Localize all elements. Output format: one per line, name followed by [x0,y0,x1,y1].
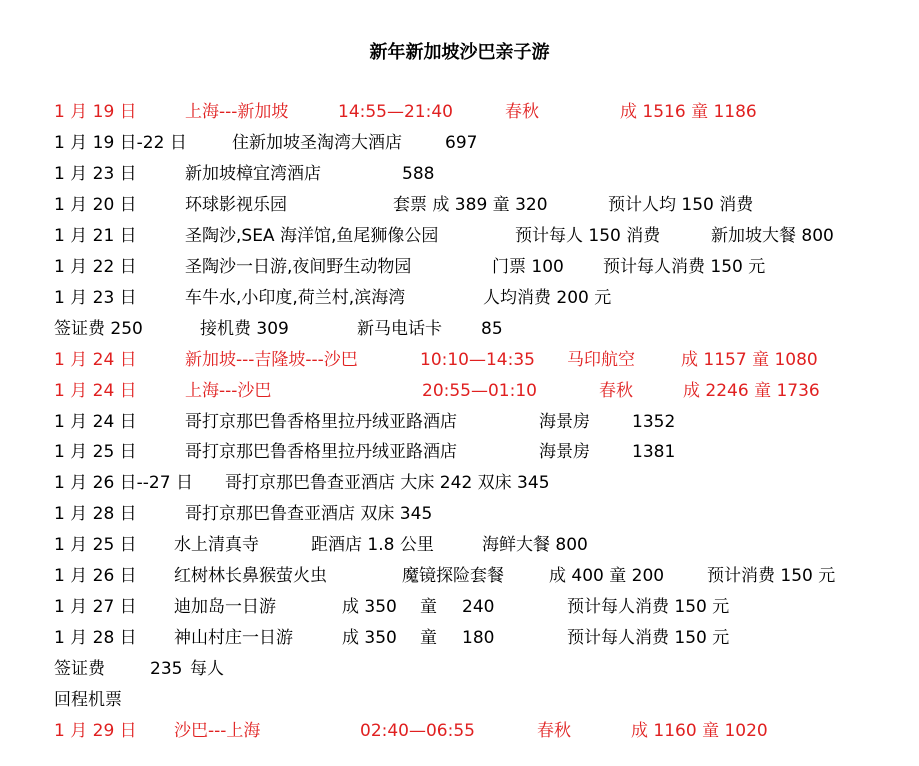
row-cell: 1 月 24 日 [54,380,137,401]
row-cell: 新加坡大餐 800 [711,225,834,246]
row-cell: 接机费 309 [200,318,289,339]
flight-row [0,99,919,125]
row-cell: 春秋 [505,102,539,122]
itinerary-row [0,470,919,496]
row-cell: 697 [445,132,478,153]
row-cell: 成 350 [342,628,397,649]
row-cell: 春秋 [537,721,571,741]
row-cell: 1 月 28 日 [54,504,137,525]
row-cell: 1 月 28 日 [54,628,137,649]
row-cell: 20:55—01:10 [422,380,537,401]
row-cell: 成 1516 童 1186 [620,102,757,122]
row-cell: 童 [420,597,437,618]
row-cell: 成 1157 童 1080 [681,349,818,370]
row-cell: 迪加岛一日游 [174,597,276,618]
row-cell: 成 350 [342,597,397,618]
itinerary-row [0,192,919,218]
row-cell: 回程机票 [54,690,122,710]
row-cell: 人均消费 200 元 [483,287,612,308]
row-cell: 春秋 [599,380,633,401]
row-cell: 海景房 [539,442,590,463]
row-cell: 每人 [190,659,224,680]
itinerary-row [0,501,919,527]
row-cell: 预计人均 150 消费 [608,194,754,215]
itinerary-row [0,285,919,311]
row-cell: 预计每人消费 150 元 [567,628,730,649]
itinerary-row [0,594,919,620]
row-cell: 1 月 19 日-22 日 [54,132,187,153]
flight-row [0,347,919,373]
row-cell: 1352 [632,411,676,432]
itinerary-row [0,656,919,682]
row-cell: 海鲜大餐 800 [482,535,588,556]
itinerary-row [0,161,919,187]
row-cell: 成 1160 童 1020 [631,721,768,741]
itinerary-row [0,223,919,249]
row-cell: 圣陶沙,SEA 海洋馆,鱼尾狮像公园 [185,225,439,246]
itinerary-row [0,625,919,651]
itinerary-row [0,409,919,435]
row-cell: 签证费 250 [54,318,143,339]
row-cell: 1 月 24 日 [54,411,137,432]
row-cell: 新马电话卡 [357,318,442,339]
row-cell: 235 [150,659,183,680]
row-cell: 1 月 19 日 [54,102,137,122]
row-cell: 10:10—14:35 [420,349,535,370]
row-cell: 1 月 27 日 [54,597,137,618]
row-cell: 套票 成 389 童 320 [393,194,548,215]
row-cell: 签证费 [54,659,105,680]
row-cell: 哥打京那巴鲁香格里拉丹绒亚路酒店 [185,411,457,432]
row-cell: 1 月 24 日 [54,349,137,370]
row-cell: 1 月 26 日--27 日 [54,473,193,494]
row-cell: 车牛水,小印度,荷兰村,滨海湾 [185,287,406,308]
row-cell: 1381 [632,442,676,463]
itinerary-row [0,316,919,342]
row-cell: 1 月 20 日 [54,194,137,215]
row-cell: 1 月 29 日 [54,721,137,741]
row-cell: 红树林长鼻猴萤火虫 [174,566,327,587]
row-cell: 预计每人消费 150 元 [567,597,730,618]
row-cell: 魔镜探险套餐 [402,566,504,587]
itinerary-row [0,687,919,713]
row-cell: 马印航空 [567,349,635,370]
row-cell: 海景房 [539,411,590,432]
itinerary-row [0,254,919,280]
row-cell: 1 月 25 日 [54,535,137,556]
row-cell: 1 月 26 日 [54,566,137,587]
row-cell: 1 月 21 日 [54,225,137,246]
itinerary-row [0,532,919,558]
row-cell: 哥打京那巴鲁香格里拉丹绒亚路酒店 [185,442,457,463]
row-cell: 预计每人 150 消费 [515,225,661,246]
row-cell: 1 月 23 日 [54,287,137,308]
row-cell: 环球影视乐园 [185,194,287,215]
itinerary-row [0,439,919,465]
row-cell: 成 2246 童 1736 [683,380,820,401]
page-title: 新年新加坡沙巴亲子游 [369,42,550,63]
row-cell: 圣陶沙一日游,夜间野生动物园 [185,256,412,277]
row-cell: 距酒店 1.8 公里 [311,535,434,556]
itinerary-row [0,130,919,156]
row-cell: 上海---沙巴 [185,380,272,401]
row-cell: 水上清真寺 [174,535,259,556]
row-cell: 童 [420,628,437,649]
row-cell: 哥打京那巴鲁查亚酒店 双床 345 [185,504,433,525]
row-cell: 上海---新加坡 [185,102,289,122]
row-cell: 预计每人消费 150 元 [603,256,766,277]
row-cell: 哥打京那巴鲁查亚酒店 大床 242 双床 345 [225,473,550,494]
row-cell: 1 月 23 日 [54,163,137,184]
itinerary-row [0,563,919,589]
row-cell: 85 [481,318,503,339]
row-cell: 神山村庄一日游 [174,628,293,649]
row-cell: 180 [462,628,495,649]
row-cell: 1 月 25 日 [54,442,137,463]
row-cell: 新加坡---吉隆坡---沙巴 [185,349,358,370]
flight-row [0,378,919,404]
flight-row [0,718,919,744]
row-cell: 成 400 童 200 [549,566,665,587]
row-cell: 预计消费 150 元 [707,566,836,587]
row-cell: 240 [462,597,495,618]
row-cell: 14:55—21:40 [338,102,453,122]
row-cell: 02:40—06:55 [360,721,475,741]
row-cell: 1 月 22 日 [54,256,137,277]
row-cell: 住新加坡圣淘湾大酒店 [232,132,402,153]
row-cell: 沙巴---上海 [174,721,261,741]
row-cell: 门票 100 [492,256,564,277]
row-cell: 588 [402,163,435,184]
row-cell: 新加坡樟宜湾酒店 [185,163,321,184]
